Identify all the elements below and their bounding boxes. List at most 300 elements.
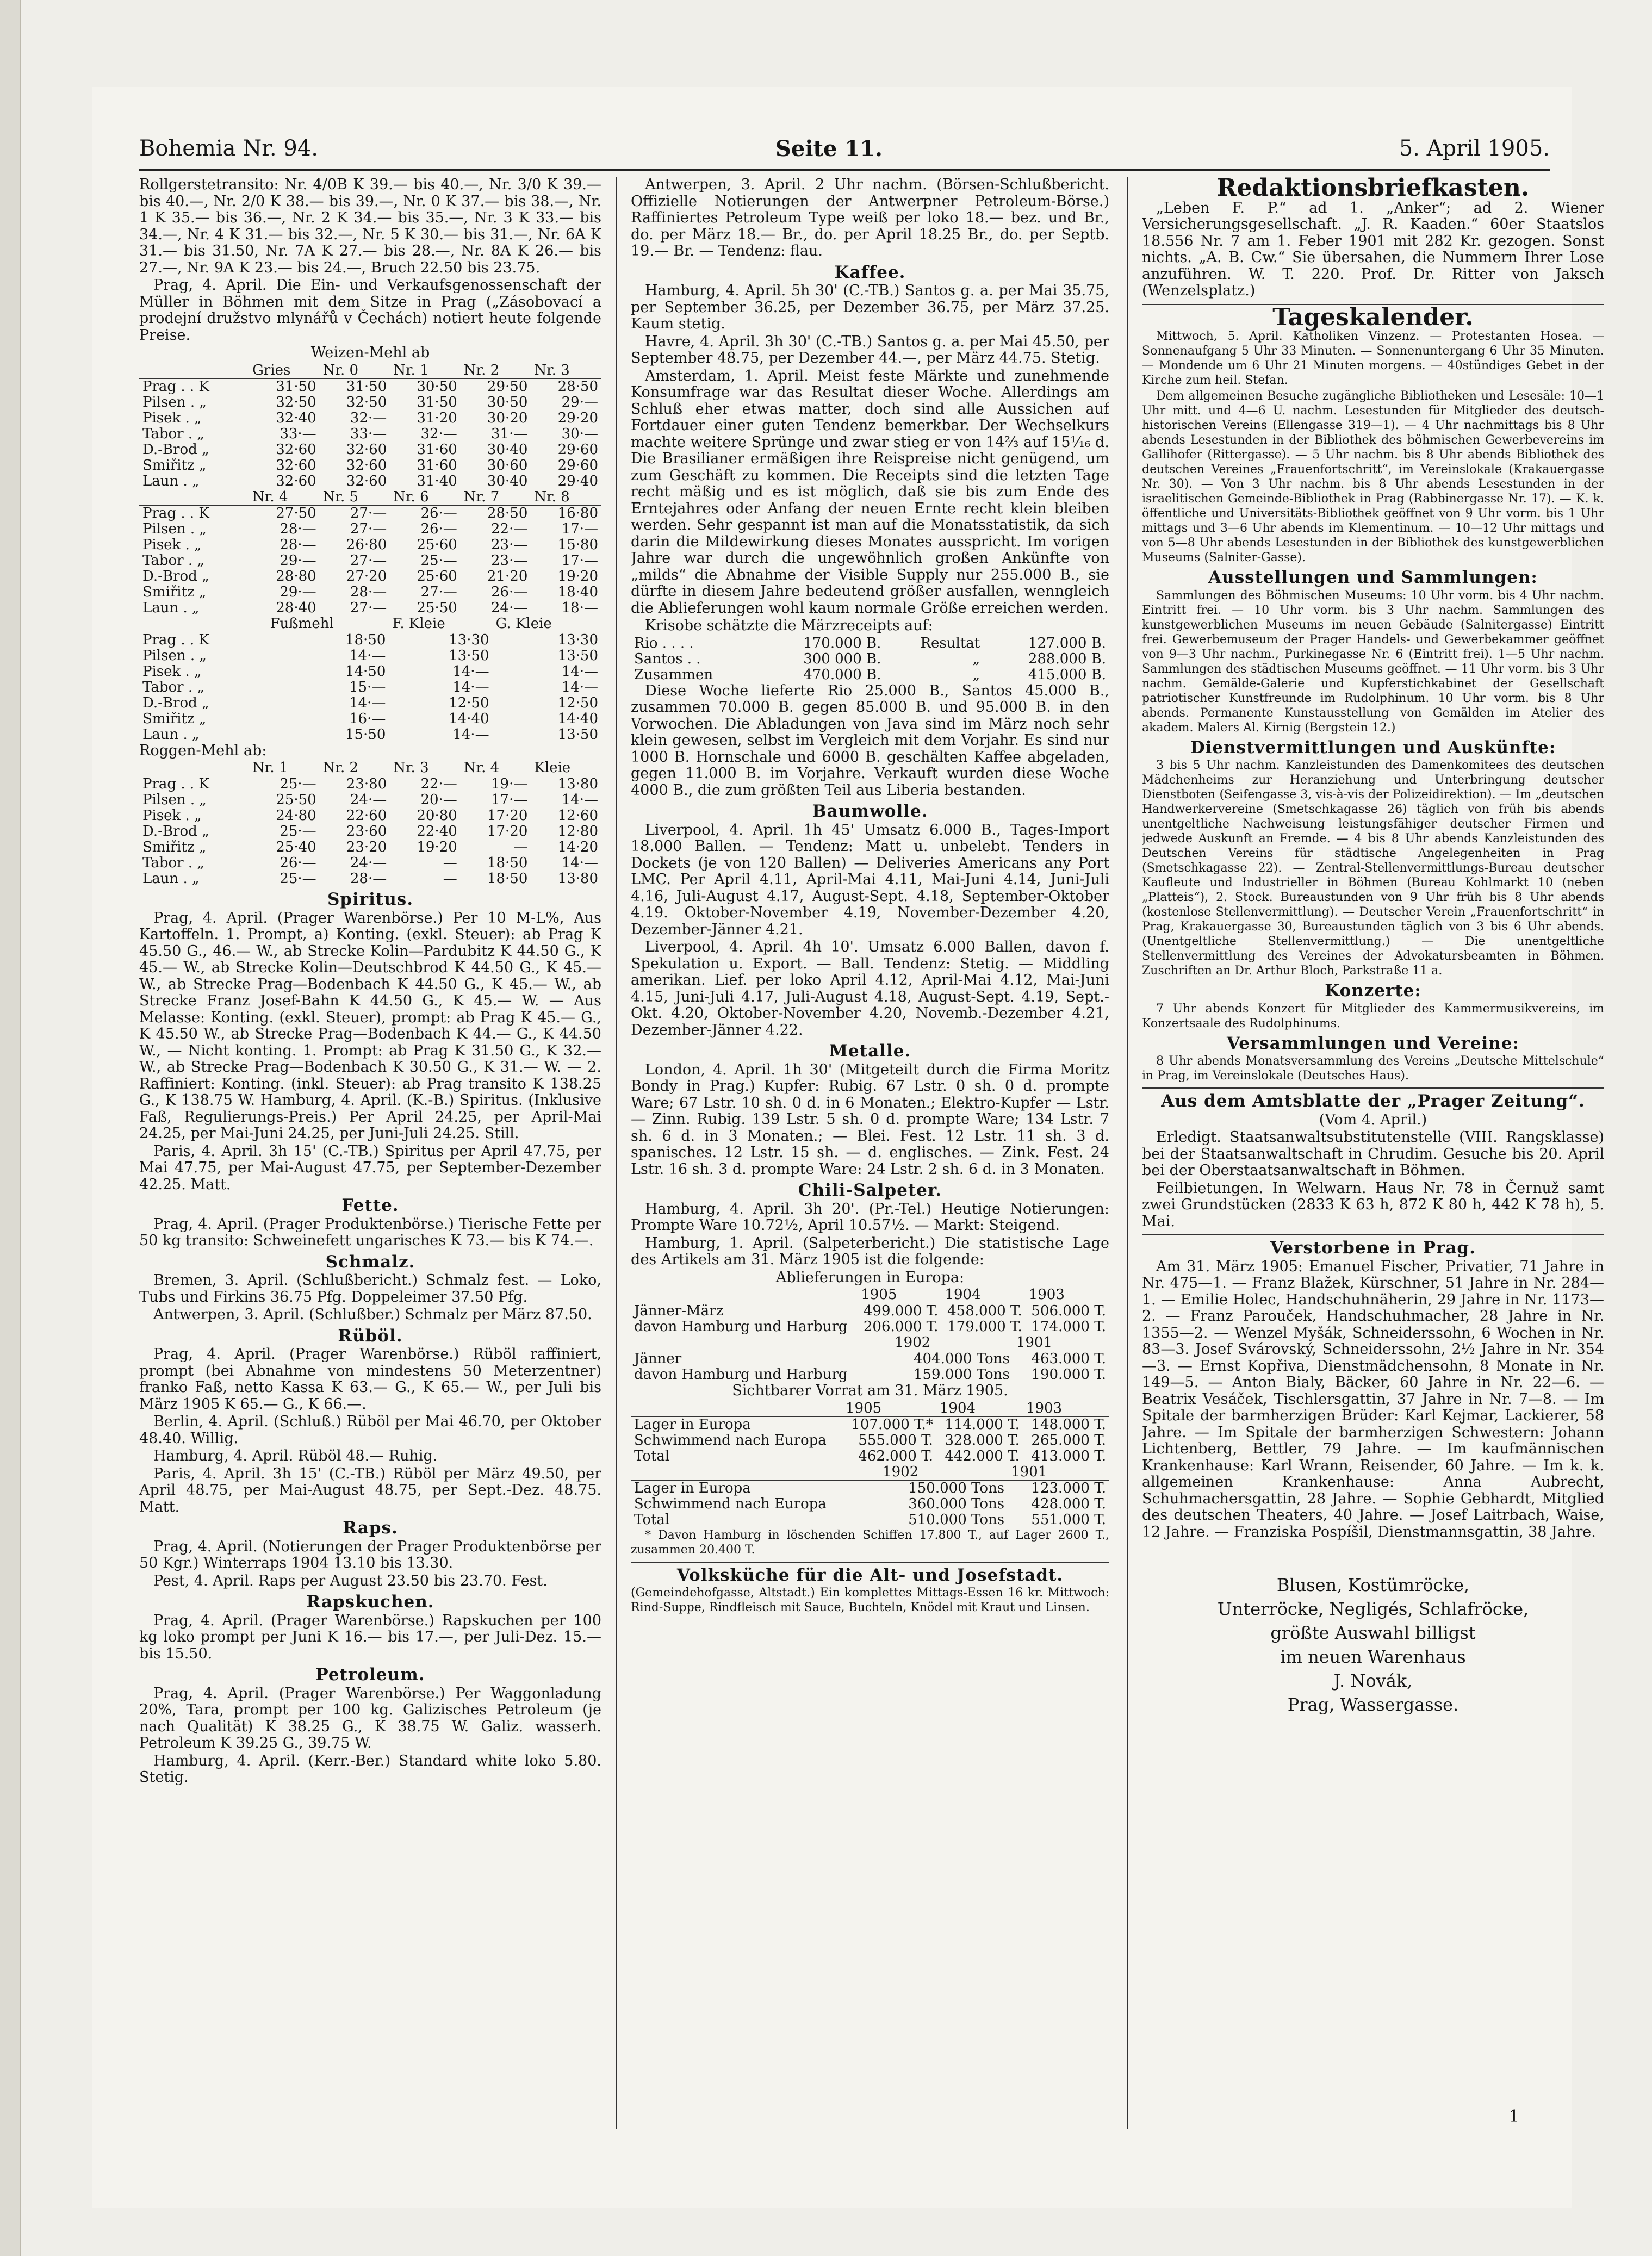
table-cell: 29·40 bbox=[557, 473, 598, 489]
table-cell: 25·— bbox=[420, 552, 457, 569]
table-row bbox=[139, 680, 601, 695]
table-header-cell bbox=[631, 1464, 879, 1481]
table-cell: 288.000 B. bbox=[1028, 650, 1106, 667]
table-cell: 13·50 bbox=[449, 647, 489, 664]
table-row bbox=[631, 667, 1109, 683]
table-row bbox=[139, 426, 601, 442]
futter-table bbox=[139, 616, 601, 743]
table-row bbox=[139, 727, 601, 743]
section-heading: Volksküche für die Alt- und Josefstadt. bbox=[676, 1565, 1064, 1585]
vorrat-table-2 bbox=[631, 1464, 1109, 1528]
section-rule bbox=[1142, 1087, 1604, 1089]
table-cell: 14·— bbox=[349, 647, 386, 664]
header-rule bbox=[139, 169, 1550, 171]
table-cell: 32·50 bbox=[276, 394, 316, 411]
table-header-cell: Nr. 1 bbox=[249, 760, 320, 776]
table-cell: 14·— bbox=[452, 679, 489, 695]
table-cell: 27·— bbox=[350, 520, 387, 537]
section-heading: Verstorbene in Prag. bbox=[1270, 1238, 1476, 1258]
table-cell: 16·80 bbox=[557, 505, 598, 521]
table-cell: 29·50 bbox=[487, 378, 528, 395]
table-cell: 26·— bbox=[420, 505, 457, 521]
section-heading: Aus dem Amtsblatte der „Prager Zeitung“. bbox=[1161, 1091, 1585, 1111]
table-row bbox=[139, 648, 601, 664]
advertisement bbox=[1142, 1573, 1604, 1717]
page-corner-number: 1 bbox=[1508, 2107, 1519, 2126]
paragraph: Prag, 4. April. (Prager Warenbörse.) Per Waggonladung 20%, Tara, prompt per 100 kg. Galizisches Petroleum (je nach Qualität) K 38.25 G., K 38.75 W. Galiz. wasserh. Petroleum K 39.25 G., 39.75 W. bbox=[139, 1685, 601, 1751]
table-cell: 170.000 B. bbox=[803, 635, 881, 651]
table-cell: „ bbox=[972, 650, 980, 667]
table-cell: 22·— bbox=[491, 520, 528, 537]
table-cell: 28·50 bbox=[557, 378, 598, 395]
table-row bbox=[139, 521, 601, 537]
table-cell: 510.000 Tons bbox=[908, 1511, 1005, 1528]
table-row bbox=[139, 537, 601, 553]
paragraph: Krisobe schätzte die Märzreceipts auf: bbox=[645, 617, 933, 634]
table-cell: Pisek . „ bbox=[142, 807, 202, 824]
table-cell: 360.000 Tons bbox=[908, 1495, 1005, 1512]
table-cell: 26·— bbox=[491, 583, 528, 600]
table-cell: Prag . . K bbox=[142, 776, 209, 792]
table-title: Weizen-Mehl ab bbox=[310, 344, 430, 361]
table-cell: 174.000 T. bbox=[1031, 1319, 1106, 1335]
receipts-table bbox=[631, 636, 1109, 683]
section-heading: Redaktionsbriefkasten. bbox=[1216, 177, 1530, 202]
column-divider bbox=[1127, 177, 1128, 2129]
table-cell: Prag . . K bbox=[142, 505, 209, 521]
table-cell: 25·60 bbox=[417, 536, 457, 553]
table-cell: 31·60 bbox=[417, 457, 457, 474]
table-cell: 14·20 bbox=[557, 839, 598, 855]
table-cell: 32·60 bbox=[276, 441, 316, 458]
table-cell: 12·50 bbox=[557, 694, 598, 711]
table-cell: Laun . „ bbox=[142, 871, 200, 887]
table-cell: 14·40 bbox=[557, 710, 598, 727]
table-cell: 428.000 T. bbox=[1031, 1495, 1106, 1512]
table-cell: Pilsen . „ bbox=[142, 792, 207, 808]
table-row bbox=[631, 1319, 1109, 1335]
table-cell: 30·40 bbox=[487, 473, 528, 489]
table-cell: 13·50 bbox=[557, 647, 598, 664]
table-cell: 32·60 bbox=[346, 457, 387, 474]
table-cell: 27·— bbox=[350, 552, 387, 569]
table-cell: 23·80 bbox=[346, 776, 387, 792]
table-cell: Laun . „ bbox=[142, 726, 200, 743]
column-1 bbox=[139, 177, 601, 2129]
newspaper-page bbox=[92, 87, 1604, 2208]
section-heading: Metalle. bbox=[829, 1041, 911, 1061]
section-heading: Petroleum. bbox=[315, 1665, 425, 1685]
section-rule bbox=[631, 1562, 1109, 1563]
table-cell: 23·20 bbox=[346, 839, 387, 855]
table-header-cell: Nr. 6 bbox=[390, 489, 461, 506]
table-cell: 29·— bbox=[280, 583, 316, 600]
table-cell: — bbox=[513, 839, 528, 855]
table-cell: 17·20 bbox=[487, 807, 528, 824]
table-header-cell bbox=[631, 1335, 891, 1351]
table-header-row bbox=[139, 363, 601, 379]
table-header-row bbox=[631, 1335, 1109, 1351]
table-cell: Laun . „ bbox=[142, 473, 200, 489]
column-divider bbox=[616, 177, 617, 2129]
table-row bbox=[139, 871, 601, 887]
table-cell: 32·60 bbox=[276, 473, 316, 489]
paragraph: Diese Woche lieferte Rio 25.000 B., Santos 45.000 B., zusammen 70.000 B. gegen 85.000 B. und 95.000 B. in den Vorwochen. Die Abladungen von Java sind im März noch sehr klein gewesen, selbst im Vergleich mit dem Vorjahr. Es sind nur 1000 B. Hornschale und 6000 B. geschälten Kaffee abgeladen, gegen 11.000 B. im Vorjahre. Verkauft wurden diese Woche 4000 B., die zum größten Teil aus Liberia bestanden. bbox=[631, 682, 1109, 799]
table-cell: 24·80 bbox=[276, 807, 316, 824]
table-cell: 19·20 bbox=[557, 568, 598, 585]
header-page-number: Seite 11. bbox=[775, 136, 883, 161]
ablieferungen-table bbox=[631, 1287, 1109, 1335]
header-issue: Bohemia Nr. 94. bbox=[139, 136, 318, 161]
table-header-row bbox=[139, 616, 601, 632]
table-cell: Tabor . „ bbox=[142, 679, 204, 695]
table-cell: 404.000 Tons bbox=[913, 1351, 1010, 1367]
table-header-cell: G. Kleie bbox=[493, 616, 601, 632]
table-cell: 32·60 bbox=[346, 441, 387, 458]
table-cell: 415.000 B. bbox=[1028, 666, 1106, 683]
table-cell: Prag . . K bbox=[142, 631, 209, 648]
table-header-cell: F. Kleie bbox=[389, 616, 492, 632]
table-cell: 123.000 T. bbox=[1031, 1480, 1106, 1496]
table-cell: Tabor . „ bbox=[142, 855, 204, 871]
table-row bbox=[139, 411, 601, 426]
subheading: (Vom 4. April.) bbox=[1319, 1111, 1427, 1128]
ad-line: J. Novák, bbox=[1333, 1670, 1413, 1691]
paragraph: Pest, 4. April. Raps per August 23.50 bis 23.70. Fest. bbox=[153, 1572, 548, 1589]
table-cell: 32·60 bbox=[276, 457, 316, 474]
table-cell: 17·20 bbox=[487, 823, 528, 840]
table-header-cell: 1901 bbox=[1008, 1464, 1109, 1481]
column-2 bbox=[631, 177, 1109, 2129]
table-cell: 21·20 bbox=[487, 568, 528, 585]
table-header-cell: Nr. 1 bbox=[390, 363, 461, 379]
vorrat-table bbox=[631, 1401, 1109, 1464]
weizen-table-1 bbox=[139, 363, 601, 489]
table-header-cell: 1905 bbox=[858, 1287, 941, 1303]
table-cell: 25·— bbox=[280, 823, 316, 840]
table-header-cell: 1904 bbox=[936, 1401, 1023, 1417]
table-cell: D.-Brod „ bbox=[142, 568, 209, 585]
table-row bbox=[631, 1367, 1109, 1383]
table-cell: 17·— bbox=[491, 792, 528, 808]
table-cell: 31·20 bbox=[417, 409, 457, 426]
paragraph: Mittwoch, 5. April. Katholiken Vinzenz. — Protestanten Hosea. — Sonnenaufgang 5 Uhr 33 Minuten. — Sonnenuntergang 6 Uhr 35 Minuten. — Mondende um 6 Uhr 21 Minuten morgens. — 40stündiges Gebet in der Kirche zum heil. Stefan. bbox=[1142, 330, 1604, 387]
weizen-table-2 bbox=[139, 489, 601, 616]
table-cell: 463.000 T. bbox=[1031, 1351, 1106, 1367]
table-cell: Pisek . „ bbox=[142, 409, 202, 426]
table-cell: Laun . „ bbox=[142, 599, 200, 616]
table-cell: Lager in Europa bbox=[634, 1480, 751, 1496]
paragraph: Hamburg, 4. April. (Kerr.-Ber.) Standard white loko 5.80. Stetig. bbox=[139, 1752, 601, 1786]
table-cell: Pilsen . „ bbox=[142, 647, 207, 664]
table-cell: 28·— bbox=[280, 520, 316, 537]
table-cell: Total bbox=[634, 1447, 670, 1464]
table-cell: 148.000 T. bbox=[1031, 1416, 1106, 1433]
table-cell: Schwimmend nach Europa bbox=[634, 1432, 827, 1449]
table-cell: 27·— bbox=[350, 505, 387, 521]
table-cell: „ bbox=[972, 666, 980, 683]
table-cell: 442.000 T. bbox=[945, 1447, 1020, 1464]
paragraph: 7 Uhr abends Konzert für Mitglieder des Kammermusikvereins, im Konzertsaale des Rudolphinums. bbox=[1142, 1002, 1604, 1030]
table-row bbox=[139, 824, 601, 840]
table-cell: 31·40 bbox=[417, 473, 457, 489]
paragraph: Hamburg, 4. April. 3h 20'. (Pr.-Tel.) Heutige Notierungen: Prompte Ware 10.72½, April 10.57½. — Markt: Steigend. bbox=[631, 1200, 1109, 1234]
table-header-row bbox=[631, 1401, 1109, 1417]
table-row bbox=[139, 569, 601, 585]
paragraph: Am 31. März 1905: Emanuel Fischer, Privatier, 71 Jahre in Nr. 475—1. — Franz Blažek, Kürschner, 51 Jahre in Nr. 284—1. — Emilie Holec, Handschuhnäherin, 29 Jahre in Nr. 1173—2. — Franz Parouček, Handschuhmacher, 28 Jahre in Nr. 1355—2. — Wenzel Myšák, Schneiderssohn, 6 Wochen in Nr. 83—3. Josef Svárovský, Schneiderssohn, 2½ Jahre in Nr. 354—3. — Ernst Kopřiva, Dienstmädchensohn, 8 Monate in Nr. 149—5. — Anton Bialy, Bäcker, 60 Jahre in Nr. 22—6. — Beatrix Vesáček, Tischlersgattin, 37 Jahre in Nr. 7—8. — Im Spitale der barmherzigen Brüder: Karl Kejmar, Lackierer, 58 Jahre. — Im Spitale der barmherzigen Schwestern: Johann Lichtenberg, Bettler, 79 Jahre. — Im kaufmännischen Krankenhause: Karl Wrann, Reisender, 60 Jahre. — Im k. k. allgemeinen Krankenhause: Anna Aubrecht, Schuhmachersgattin, 28 Jahre. — Sophie Gebhardt, Mitglied des deutschen Theaters, 40 Jahre. — Josef Laitrbach, Waise, 12 Jahre. — Franziska Pospíšil, Dienstmannsgattin, 38 Jahre. bbox=[1142, 1258, 1604, 1540]
paragraph: Hamburg, 4. April. Rüböl 48.— Ruhig. bbox=[153, 1447, 438, 1464]
table-cell: 17·— bbox=[561, 520, 598, 537]
table-row bbox=[139, 792, 601, 808]
table-cell: Tabor . „ bbox=[142, 425, 204, 442]
table-cell: 25·40 bbox=[276, 839, 316, 855]
table-header-cell bbox=[631, 1401, 842, 1417]
table-cell: 14·— bbox=[349, 694, 386, 711]
section-heading: Fette. bbox=[341, 1196, 399, 1215]
table-cell: 551.000 T. bbox=[1031, 1511, 1106, 1528]
table-cell: — bbox=[443, 855, 457, 871]
section-heading: Baumwolle. bbox=[812, 801, 928, 821]
table-row bbox=[139, 808, 601, 824]
table-cell: Santos . . bbox=[634, 650, 701, 667]
table-cell: davon Hamburg und Harburg bbox=[634, 1366, 848, 1383]
table-row bbox=[631, 1351, 1109, 1368]
column-3 bbox=[1142, 177, 1604, 2129]
table-cell: 23·— bbox=[491, 536, 528, 553]
table-header-cell: 1905 bbox=[842, 1401, 936, 1417]
table-cell: Zusammen bbox=[634, 666, 713, 683]
table-cell: 29·60 bbox=[557, 441, 598, 458]
table-row bbox=[631, 1303, 1109, 1320]
table-cell: 24·— bbox=[350, 855, 387, 871]
table-cell: 25·50 bbox=[276, 792, 316, 808]
table-header-cell: Nr. 3 bbox=[531, 363, 601, 379]
paragraph: Hamburg, 4. April. 5h 30' (C.-TB.) Santos g. a. per Mai 35.75, per September 36.25, per Dezember 36.75, per März 37.25. Kaum stetig. bbox=[631, 282, 1109, 332]
table-header-cell: Gries bbox=[249, 363, 320, 379]
table-cell: 30·— bbox=[561, 425, 598, 442]
table-cell: — bbox=[443, 871, 457, 887]
table-cell: 28·— bbox=[280, 536, 316, 553]
table-cell: 159.000 Tons bbox=[913, 1366, 1010, 1383]
paragraph: Berlin, 4. April. (Schluß.) Rüböl per Mai 46.70, per Oktober 48.40. Willig. bbox=[139, 1413, 601, 1447]
footnote: * Davon Hamburg in löschenden Schiffen 17.800 T., auf Lager 2600 T., zusammen 20.400 T. bbox=[631, 1528, 1109, 1557]
table-cell: D.-Brod „ bbox=[142, 694, 209, 711]
table-cell: 28·— bbox=[350, 871, 387, 887]
ad-line: größte Auswahl billigst bbox=[1270, 1623, 1476, 1643]
table-cell: 13·30 bbox=[449, 631, 489, 648]
roggen-table bbox=[139, 760, 601, 887]
paragraph: 3 bis 5 Uhr nachm. Kanzleistunden des Damenkomitees des deutschen Mädchenheims zur Heranziehung und Unterbringung deutscher Dienstboten (Seifengasse 3, vis-à-vis der Polizeidirektion). — Im „deutschen Handwerkervereine (Smetschkagasse 26) täglich von früh bis abends unentgeltliche Nachweisung leistungsfähiger deutscher Firmen und jedwede Auskunft an Fremde. — 4 bis 8 Uhr abends Kanzleistunden des Deutschen Vereins für städtische Angelegenheiten in Prag (Smetschkagasse 22). — Zentral-Stellenvermittlungs-Bureau deutscher Kaufleute und Industrieller in Böhmen (Bureau Kohlmarkt 10 (neben „Platteis“), 2. Stock. Bureaustunden von 9 Uhr früh bis 8 Uhr abends (kostenlose Stellenvermittlung). — Deutscher Verein „Frauenfortschritt“ in Prag, Krakauergasse 30, Bureaustunden täglich von 3 bis 6 Uhr abends. (Unentgeltliche Stellenvermittlung.) — Die unentgeltliche Stellenvermittlung des Vereines der Advokatursbeamten in Böhmen. Zuschriften an Dr. Arthur Bloch, Parkstraße 11 a. bbox=[1142, 759, 1604, 978]
table-cell: 31·60 bbox=[417, 441, 457, 458]
ad-line: Unterröcke, Negligés, Schlafröcke, bbox=[1217, 1599, 1529, 1619]
table-cell: 32·— bbox=[420, 425, 457, 442]
table-cell: 12·50 bbox=[449, 694, 489, 711]
table-cell: 29·— bbox=[561, 394, 598, 411]
table-cell: 265.000 T. bbox=[1031, 1432, 1106, 1449]
table-cell: 25·50 bbox=[417, 599, 457, 616]
paragraph: Prag, 4. April. (Notierungen der Prager Produktenbörse per 50 Kgr.) Winterraps 1904 13.10 bis 13.30. bbox=[139, 1538, 601, 1571]
table-row bbox=[139, 458, 601, 474]
table-header-cell: Nr. 0 bbox=[320, 363, 390, 379]
paragraph: Prag, 4. April. (Prager Warenbörse.) Per 10 M-L%, Aus Kartoffeln. 1. Prompt, a) Konting. (exkl. Steuer): ab Prag K 45.50 G., 46.— W., ab Strecke Kolin—Pardubitz K 44.50 G., K 45.— W., ab Strecke Kolin—Deutschbrod K 44.50 G., K 45.— W., ab Strecke Prag—Bodenbach K 44.50 G., K 45.— W., ab Strecke Franz Josef-Bahn K 44.50 G., K 45.— W. — Aus Melasse: Konting. (exkl. Steuer), prompt: ab Prag K 45.— G., K 45.50 W., ab Strecke Prag—Bodenbach K 44.— G., K 44.50 W., — Nicht konting. 1. Prompt: ab Prag K 31.50 G., K 32.— W., ab Strecke Prag—Bodenbach K 30.50 G., K 31.— W. — 2. Raffiniert: Konting. (inkl. Steuer): ab Prag transito K 138.25 G., K 138.75 W. Hamburg, 4. April. (K.-B.) Spiritus. (Inklusive Faß, Regulierungs-Preis.) Per April 24.25, per April-Mai 24.25, per Mai-Juni 24.25, per Juni-Juli 24.25. Still. bbox=[139, 909, 601, 1142]
table-row bbox=[139, 442, 601, 458]
table-cell: Tabor . „ bbox=[142, 552, 204, 569]
table-cell: Schwimmend nach Europa bbox=[634, 1495, 827, 1512]
table-header-row bbox=[631, 1287, 1109, 1303]
table-header-cell: Nr. 2 bbox=[461, 363, 531, 379]
paragraph: Havre, 4. April. 3h 30' (C.-TB.) Santos g. a. per Mai 45.50, per September 48.75, per Dezember 44.—, per März 44.75. Stetig. bbox=[631, 333, 1109, 366]
table-title: Roggen-Mehl ab: bbox=[139, 742, 267, 759]
table-header-cell: Kleie bbox=[531, 760, 601, 776]
table-cell: 27·— bbox=[350, 599, 387, 616]
table-cell: 206.000 T. bbox=[863, 1319, 939, 1335]
section-heading: Konzerte: bbox=[1325, 981, 1421, 1000]
table-cell: 25·— bbox=[280, 871, 316, 887]
table-cell: Pisek . „ bbox=[142, 536, 202, 553]
table-cell: 32·60 bbox=[346, 473, 387, 489]
table-cell: 28·50 bbox=[487, 505, 528, 521]
table-cell: 555.000 T. bbox=[858, 1432, 933, 1449]
table-cell: 31·50 bbox=[346, 378, 387, 395]
table-header-cell: 1903 bbox=[1026, 1287, 1109, 1303]
table-cell: 23·— bbox=[491, 552, 528, 569]
table-cell: 29·— bbox=[280, 552, 316, 569]
table-row bbox=[139, 378, 601, 395]
table-cell: 328.000 T. bbox=[945, 1432, 1020, 1449]
paragraph: Antwerpen, 3. April. (Schlußber.) Schmalz per März 87.50. bbox=[153, 1306, 592, 1323]
table-header-cell bbox=[139, 760, 249, 776]
table-cell: 190.000 T. bbox=[1031, 1366, 1106, 1383]
header-date: 5. April 1905. bbox=[1399, 136, 1550, 161]
table-row bbox=[139, 776, 601, 793]
table-cell: 14·— bbox=[561, 679, 598, 695]
table-cell: 18·40 bbox=[557, 583, 598, 600]
table-header-cell: 1902 bbox=[879, 1464, 1008, 1481]
paragraph: Prag, 4. April. (Prager Warenbörse.) Rüböl raffiniert, prompt (bei Abnahme von mindestens 50 Meterzentner) franko Faß, netto Kassa K 63.— G., K 65.— W., per Juli bis März 1905 K 65.— G., K 66.—. bbox=[139, 1346, 601, 1413]
table-cell: 15·80 bbox=[557, 536, 598, 553]
paragraph: Feilbietungen. In Welwarn. Haus Nr. 78 in Černuž samt zwei Grundstücken (2833 K 63 h, 872 K 80 h, 442 K 78 h), 5. Mai. bbox=[1142, 1179, 1604, 1230]
table-header-cell: 1901 bbox=[1013, 1335, 1109, 1351]
table-cell: 26·— bbox=[280, 855, 316, 871]
table-row bbox=[631, 1480, 1109, 1496]
table-header-cell: 1904 bbox=[941, 1287, 1025, 1303]
table-cell: 14·— bbox=[561, 855, 598, 871]
section-heading: Chili-Salpeter. bbox=[798, 1180, 942, 1200]
ad-line: Prag, Wassergasse. bbox=[1287, 1694, 1459, 1715]
table-cell: 28·— bbox=[350, 583, 387, 600]
table-cell: 19·— bbox=[491, 776, 528, 792]
table-cell: 30·40 bbox=[487, 441, 528, 458]
table-header-row bbox=[139, 489, 601, 506]
table-cell: 14·— bbox=[561, 792, 598, 808]
section-heading: Ausstellungen und Sammlungen: bbox=[1208, 568, 1538, 587]
table-header-cell bbox=[139, 363, 249, 379]
table-row bbox=[631, 1496, 1109, 1512]
table-cell: 31·50 bbox=[417, 394, 457, 411]
table-row bbox=[139, 395, 601, 411]
table-row bbox=[631, 1416, 1109, 1433]
table-header-cell: 1903 bbox=[1023, 1401, 1109, 1417]
table-cell: 458.000 T. bbox=[947, 1303, 1022, 1319]
table-cell: Smiřitz „ bbox=[142, 583, 207, 600]
table-cell: 150.000 Tons bbox=[908, 1480, 1005, 1496]
section-heading: Raps. bbox=[343, 1518, 398, 1538]
table-cell: 29·20 bbox=[557, 409, 598, 426]
table-cell: 25·60 bbox=[417, 568, 457, 585]
table-cell: 13·80 bbox=[557, 871, 598, 887]
table-cell: 31·50 bbox=[276, 378, 316, 395]
section-heading: Tageskalender. bbox=[1272, 303, 1474, 331]
table-cell: 20·— bbox=[420, 792, 457, 808]
table-header-row bbox=[139, 760, 601, 776]
paragraph: Prag, 4. April. Die Ein- und Verkaufsgenossenschaft der Müller in Böhmen mit dem Sitze in Prag („Zásobovací a prodejní družstvo mlynářů v Čechách) notiert heute folgende Preise. bbox=[139, 277, 601, 344]
table-row bbox=[631, 1433, 1109, 1449]
paragraph: Bremen, 3. April. (Schlußbericht.) Schmalz fest. — Loko, Tubs und Firkins 36.75 Pfg. Doppeleimer 37.50 Pfg. bbox=[139, 1272, 601, 1306]
table-cell: 30·50 bbox=[417, 378, 457, 395]
paragraph: „Leben F. P.“ ad 1. „Anker“; ad 2. Wiener Versicherungsgesellschaft. „J. R. Kaaden.“ 60er Staatslos 18.556 Nr. 7 am 1. Feber 1901 mit 282 Kr. gezogen. Sonst nichts. „A. B. Cw.“ Sie übersahen, die Nummern Ihrer Lose anzuführen. W. T. 220. Prof. Dr. Ritter von Jaksch (Wenzelsplatz.) bbox=[1142, 199, 1604, 299]
ad-line: Blusen, Kostümröcke, bbox=[1276, 1575, 1470, 1595]
section-heading: Versammlungen und Vereine: bbox=[1227, 1033, 1519, 1053]
table-cell: 27·20 bbox=[346, 568, 387, 585]
table-cell: 16·— bbox=[349, 710, 386, 727]
section-heading: Dienstvermittlungen und Auskünfte: bbox=[1190, 737, 1556, 757]
table-cell: 114.000 T. bbox=[945, 1416, 1020, 1433]
table-row bbox=[139, 505, 601, 521]
paragraph: 8 Uhr abends Monatsversammlung des Vereins „Deutsche Mittelschule“ in Prag, im Vereinslokale (Deutsches Haus). bbox=[1142, 1054, 1604, 1083]
table-cell: Resultat bbox=[920, 635, 980, 651]
table-cell: 31·— bbox=[491, 425, 528, 442]
table-cell: D.-Brod „ bbox=[142, 441, 209, 458]
table-cell: 32·— bbox=[350, 409, 387, 426]
table-row bbox=[139, 855, 601, 871]
paragraph: London, 4. April. 1h 30' (Mitgeteilt durch die Firma Moritz Bondy in Prag.) Kupfer: Rubig. 67 Lstr. 0 sh. 0 d. prompte Ware; 67 Lstr. 10 sh. 0 d. in 6 Monaten.; Elektro-Kupfer — Lstr. — Zinn. Rubig. 139 Lstr. 5 sh. 0 d. prompte Ware; 134 Lstr. 7 sh. 6 d. in 3 Monaten.; — Blei. Fest. 12 Lstr. 11 sh. 3 d. spanisches. 12 Lstr. 15 sh. — d. englisches. — Zink. Fest. 24 Lstr. 16 sh. 3 d. prompte Ware: 24 Lstr. 2 sh. 6 d. in 3 Monaten. bbox=[631, 1061, 1109, 1178]
table-cell: davon Hamburg und Harburg bbox=[634, 1319, 848, 1335]
table-cell: Pilsen . „ bbox=[142, 394, 207, 411]
table-header-cell: Nr. 2 bbox=[320, 760, 390, 776]
table-cell: 14·50 bbox=[345, 663, 386, 680]
section-rule bbox=[1142, 1234, 1604, 1235]
page-binding-edge bbox=[0, 0, 21, 2256]
paragraph: Amsterdam, 1. April. Meist feste Märkte und zunehmende Konsumfrage war das Resultat dieser Woche. Allerdings am Schluß eher etwas matter, doch sind alle Aussichen auf Fortdauer einer guten Tendenz bemerkbar. Der Wechselkurs machte weitere Sprünge und zwar stieg er von 14⅔ auf 15⅟₁₆ d. Die Brasilianer ermäßigen ihre Reispreise nicht genügend, um zum Geschäft zu kommen. Die Receipts sind die letzten Tage recht mäßig und es ist möglich, daß sie bis zum Ende des Erntejahres oder Anfang der neuen Ernte recht klein bleiben werden. Sehr gespannt ist man auf die Monatsstatistik, da sich darin die Mildewirkung dieses Monates ausspricht. Im vorigen Jahre war durch die ungewöhnlich großen Ankünfte von „milds“ die Abnahme der Visible Supply nur 255.000 B., sie dürfte in diesem Jahre bedeutend größer ausfallen, wenngleich die Ablieferungen wohl kaum normale Größe erreichen werden. bbox=[631, 367, 1109, 617]
table-row bbox=[139, 711, 601, 727]
table-row bbox=[139, 553, 601, 569]
table-cell: 30·60 bbox=[487, 457, 528, 474]
table-cell: Pisek . „ bbox=[142, 663, 202, 680]
table-cell: Jänner bbox=[634, 1351, 682, 1367]
ablieferungen-table-2 bbox=[631, 1335, 1109, 1383]
table-cell: 470.000 B. bbox=[803, 666, 881, 683]
table-cell: 499.000 T. bbox=[863, 1303, 939, 1319]
table-cell: 30·20 bbox=[487, 409, 528, 426]
table-row bbox=[631, 636, 1109, 651]
paragraph: Sammlungen des Böhmischen Museums: 10 Uhr vorm. bis 4 Uhr nachm. Eintritt frei. — 10 Uhr vorm. bis 3 Uhr nachm. Sammlungen des kunstgewerblichen Museums im neuen Gebäude (Salnitergasse) Eintritt frei. Gewerbemuseum der Prager Handels- und Gewerbekammer geöffnet von 9—3 Uhr nachm., Purkinegasse Nr. 6 (Eintritt frei). 1—5 Uhr nachm. Sammlungen des städtischen Museums geöffnet. — 11 Uhr vorm. bis 3 Uhr nachm. Gemälde-Galerie und Kupferstichkabinet der Gesellschaft patriotischer Kunstfreunde im Rudolphinum. 10 Uhr vorm. bis 8 Uhr abends. Permanente Kunstausstellung von Gemälden im Atelier des akadem. Malers Al. Kirnig (Bergstein 12.) bbox=[1142, 588, 1604, 735]
table-cell: 18·50 bbox=[487, 855, 528, 871]
table-cell: Rio . . . . bbox=[634, 635, 694, 651]
table-cell: 12·80 bbox=[557, 823, 598, 840]
table-cell: 14·— bbox=[561, 663, 598, 680]
table-row bbox=[139, 474, 601, 489]
table-cell: 33·— bbox=[280, 425, 316, 442]
paragraph: Antwerpen, 3. April. 2 Uhr nachm. (Börsen-Schlußbericht. Offizielle Notierungen der Antwerpner Petroleum-Börse.) Raffiniertes Petroleum Type weiß per loko 18.— bez. und Br., do. per März 18.— Br., do. per April 18.25 Br., do. per Septb. 19.— Br. — Tendenz: flau. bbox=[631, 177, 1109, 259]
table-header-cell: Nr. 5 bbox=[320, 489, 390, 506]
table-cell: 300 000 B. bbox=[803, 650, 881, 667]
table-header-cell: Nr. 8 bbox=[531, 489, 601, 506]
section-heading: Kaffee. bbox=[834, 262, 906, 282]
table-row bbox=[631, 1512, 1109, 1528]
table-cell: 32·40 bbox=[276, 409, 316, 426]
table-row bbox=[631, 651, 1109, 667]
table-header-cell bbox=[631, 1287, 858, 1303]
